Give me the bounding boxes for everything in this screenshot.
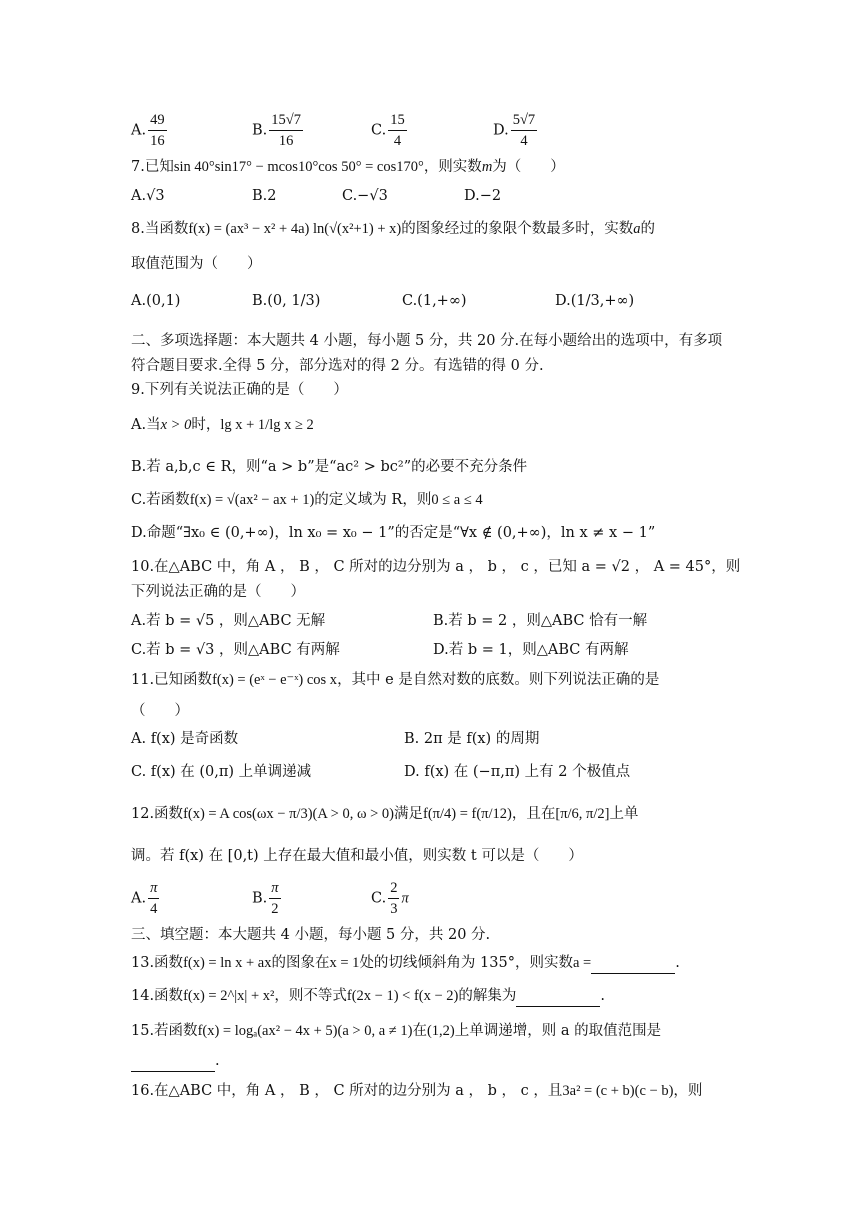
q6-b-num: 15√7 [269,110,303,131]
section2-heading-line2: 符合题目要求.全得 5 分，部分选对的得 2 分。有选错的得 0 分. [131,358,544,374]
q7-option-a: A.√3 [131,188,165,204]
q7-option-d: D.−2 [464,188,502,204]
q10-option-c: C.若 b = √3 ，则△ABC 有两解 [131,642,340,658]
q8-option-d: D.(1/3,+∞) [555,293,635,309]
section2-heading: 二、多项选择题：本大题共 4 小题，每小题 5 分，共 20 分.在每小题给出的选项中，有多项 [131,333,723,349]
q9-option-c: C.若函数f(x) = √(ax² − ax + 1)的定义域为 R，则0 ≤ a ≤ 4 [131,492,483,508]
q7-option-b: B.2 [252,188,277,204]
q12-option-b: B. $\frac{\pi}{2}$ [252,879,279,917]
q6-c-num: 15 [388,110,407,131]
q6-d-num: 5√7 [511,110,537,131]
q14-stem: 14.函数f(x) = 2^|x| + x²，则不等式f(2x − 1) < f(x − 2)的解集为 . [131,985,734,1007]
q14-answer-blank[interactable] [516,990,600,1007]
q6-a-den: 16 [150,132,165,149]
q11-stem-line2: （ ） [131,703,189,719]
q7-stem: 7.已知sin 40°sin17° − mcos10°cos 50° = cos170°，则实数m为（ ） [131,159,565,175]
q9-option-b: B.若 a,b,c ∈ R，则“a > b”是“ac² > bc²”的必要不充分条件 [131,459,528,475]
q6-d-den: 4 [520,132,528,149]
q15-stem-line2: . [131,1050,734,1072]
q11-option-a: A. f(x) 是奇函数 [131,731,239,747]
q12-option-c: C. $\frac{2}{3}$ π [371,879,409,917]
q11-stem: 11.已知函数f(x) = (eˣ − e⁻ˣ) cos x，其中 e 是自然对数的底数。则下列说法正确的是 [131,672,660,688]
q12-option-a: A. $\frac{\pi}{4}$ [131,879,158,917]
q11-option-c: C. f(x) 在 (0,π) 上单调递减 [131,764,312,780]
q8-option-c: C.(1,+∞) [402,293,467,309]
q11-option-d: D. f(x) 在 (−π,π) 上有 2 个极值点 [404,764,631,780]
q10-stem-line2: 下列说法正确的是（ ） [131,584,305,600]
q10-option-b: B.若 b = 2 ，则△ABC 恰有一解 [433,613,648,629]
q13-stem: 13.函数f(x) = ln x + ax的图象在x = 1处的切线倾斜角为 135°，则实数a = . [131,952,734,974]
q8-option-b: B.(0, 1/3) [252,293,321,309]
q11-option-b: B. 2π 是 f(x) 的周期 [404,731,540,747]
q13-answer-blank[interactable] [591,957,675,974]
section3-heading: 三、填空题：本大题共 4 小题，每小题 5 分，共 20 分. [131,927,491,943]
q6-option-b: B. $\frac{15√7}{16}$ [252,111,301,149]
q6-option-a: A. $\frac{49}{16}$ [131,111,165,149]
q16-stem: 16.在△ABC 中，角 A ， B ， C 所对的边分别为 a ， b ， c ，且3a² = (c + b)(c − b)，则 [131,1083,703,1099]
q15-stem: 15.若函数f(x) = logₐ(ax² − 4x + 5)(a > 0, a ≠ 1)在(1,2)上单调递增，则 a 的取值范围是 [131,1023,662,1039]
q7-option-c: C.−√3 [342,188,388,204]
q9-option-d: D.命题“∃x₀ ∈ (0,+∞)，ln x₀ = x₀ − 1”的否定是“∀x ∉ (0,+∞)，ln x ≠ x − 1” [131,525,656,541]
q6-option-d: D. $\frac{5√7}{4}$ [493,111,536,149]
q9-option-a: A.当x > 0时，lg x + 1/lg x ≥ 2 [131,417,314,433]
q6-options [131,108,734,152]
q12-options [131,876,734,920]
q12-stem-line2: 调。若 f(x) 在 [0,t) 上存在最大值和最小值，则实数 t 可以是（ ） [131,848,583,864]
q9-stem: 9.下列有关说法正确的是（ ） [131,382,348,398]
q10-stem: 10.在△ABC 中，角 A ， B ， C 所对的边分别为 a ， b ， c ，已知 a = √2 ， A = 45°，则 [131,559,741,575]
q12-stem: 12.函数f(x) = A cos(ωx − π/3)(A > 0, ω > 0)满足f(π/4) = f(π/12)，且在[π/6, π/2]上单 [131,806,639,822]
q10-option-d: D.若 b = 1，则△ABC 有两解 [433,642,629,658]
q10-option-a: A.若 b = √5 ，则△ABC 无解 [131,613,326,629]
q6-option-c: C. $\frac{15}{4}$ [371,111,405,149]
q8-stem: 8.当函数f(x) = (ax³ − x² + 4a) ln(√(x²+1) + x)的图象经过的象限个数最多时，实数a的 [131,221,655,237]
q6-a-num: 49 [148,110,167,131]
q15-answer-blank[interactable] [131,1055,215,1072]
q6-b-den: 16 [278,132,294,149]
q8-stem-line2: 取值范围为（ ） [131,256,262,272]
q6-c-den: 4 [393,132,402,149]
q8-option-a: A.(0,1) [131,293,181,309]
